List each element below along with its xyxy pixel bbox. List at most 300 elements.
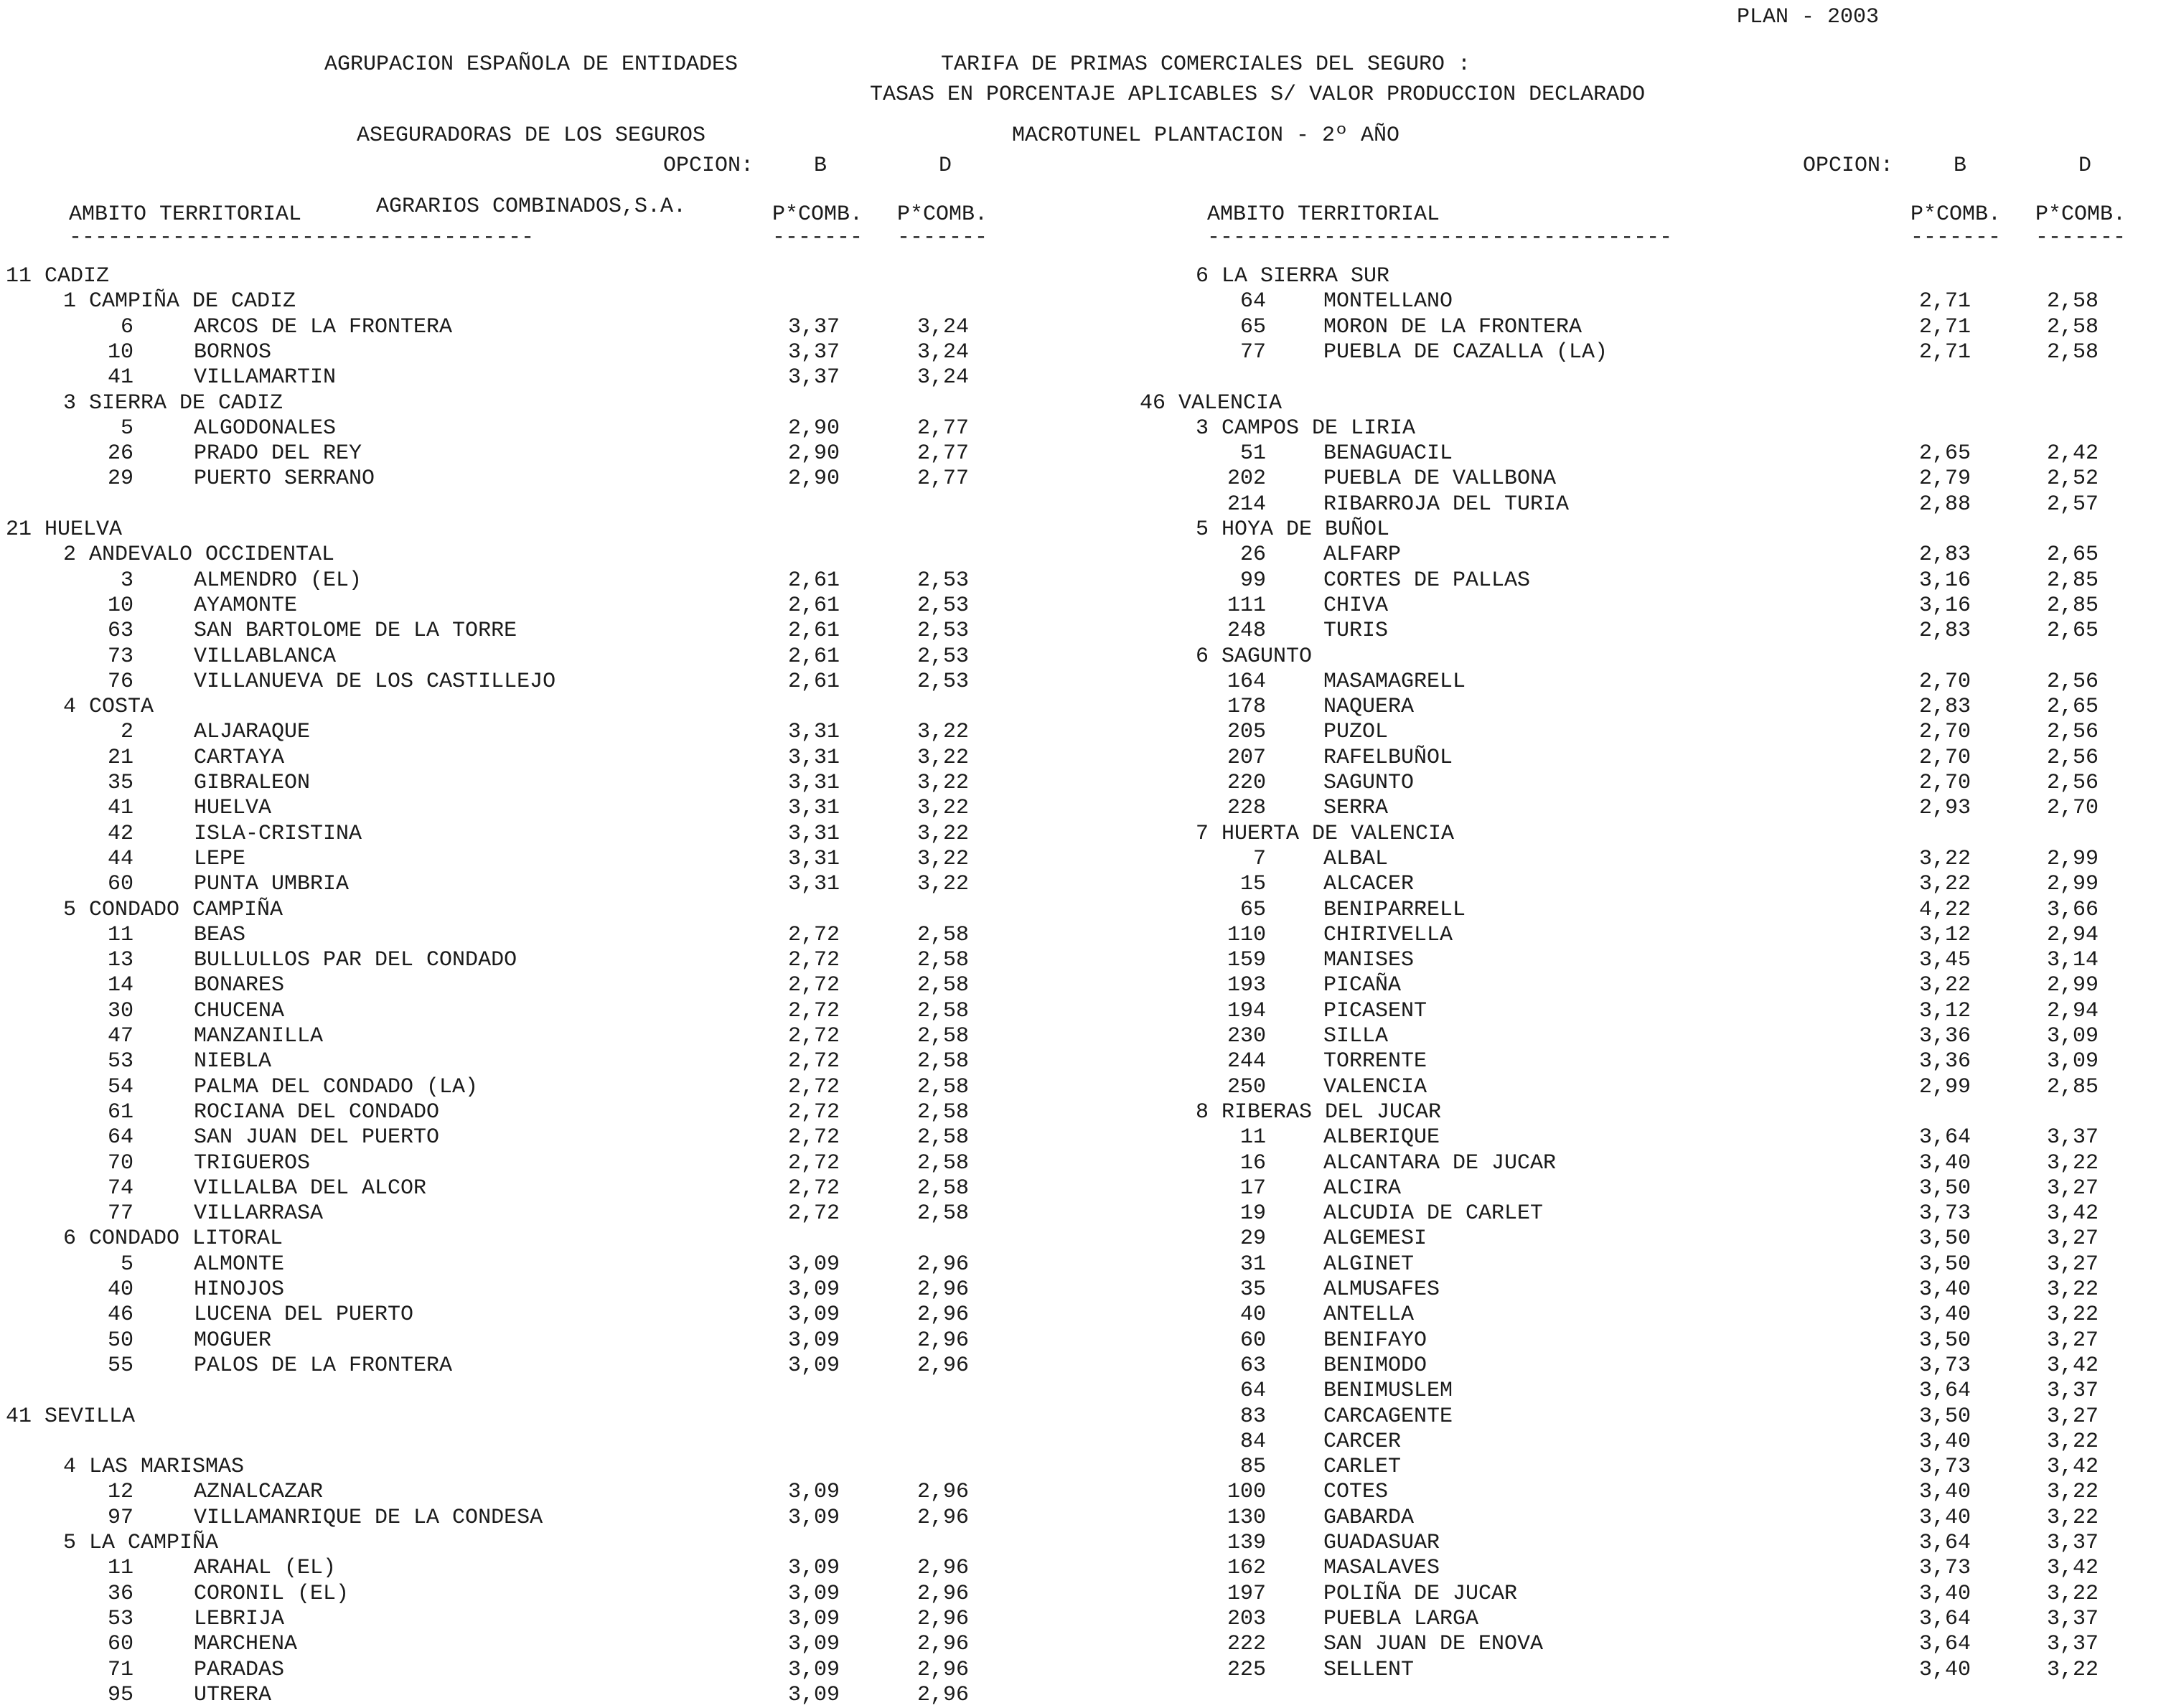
rate-option-d: 2,42: [2047, 441, 2099, 466]
rate-option-b: 2,70: [1919, 720, 1971, 745]
municipality-code: 76: [107, 669, 133, 694]
right-pcomb-d-label: P*COMB.: [2035, 202, 2127, 227]
rate-option-d: 2,57: [2047, 492, 2099, 517]
municipality-name: MASALAVES: [1323, 1556, 1440, 1581]
rate-option-d: 2,53: [917, 568, 970, 593]
municipality-name: TORRENTE: [1323, 1049, 1427, 1074]
rate-option-d: 3,09: [2047, 1024, 2099, 1048]
municipality-code: 73: [107, 644, 133, 669]
rate-option-b: 3,31: [788, 771, 840, 795]
rate-option-d: 2,96: [917, 1682, 970, 1707]
rate-option-b: 2,61: [788, 619, 840, 644]
rate-option-d: 2,56: [2047, 720, 2099, 745]
rate-option-d: 2,58: [917, 1176, 970, 1201]
municipality-name: VILLALBA DEL ALCOR: [194, 1176, 427, 1201]
rate-option-d: 3,66: [2047, 897, 2099, 922]
municipality-name: ALJARAQUE: [194, 720, 311, 745]
rate-option-b: 3,09: [788, 1581, 840, 1606]
rate-option-b: 3,73: [1919, 1201, 1971, 1226]
rate-option-b: 3,36: [1919, 1024, 1971, 1048]
rate-option-d: 2,85: [2047, 568, 2099, 593]
rate-option-b: 3,37: [788, 365, 840, 390]
rate-option-b: 2,90: [788, 416, 840, 441]
municipality-name: TURIS: [1323, 619, 1389, 644]
province-name: 46 VALENCIA: [1140, 390, 1283, 416]
rate-option-d: 2,58: [917, 948, 970, 973]
rate-option-b: 3,16: [1919, 593, 1971, 618]
municipality-code: 44: [107, 846, 133, 871]
municipality-name: CHUCENA: [194, 998, 285, 1023]
rate-option-b: 2,72: [788, 1176, 840, 1201]
municipality-code: 29: [107, 466, 133, 492]
municipality-name: HINOJOS: [194, 1277, 285, 1302]
rate-option-d: 2,52: [2047, 466, 2099, 492]
municipality-name: GUADASUAR: [1323, 1531, 1440, 1555]
municipality-name: POLIÑA DE JUCAR: [1323, 1581, 1518, 1606]
rate-option-b: 3,31: [788, 846, 840, 871]
rate-option-d: 2,65: [2047, 543, 2099, 568]
municipality-code: 10: [107, 339, 133, 365]
comarca-name: 6 SAGUNTO: [1196, 644, 1313, 669]
municipality-name: PUNTA UMBRIA: [194, 872, 350, 897]
rate-option-b: 3,09: [788, 1606, 840, 1631]
rate-option-b: 2,72: [788, 1024, 840, 1048]
rate-option-d: 3,14: [2047, 948, 2099, 973]
rate-option-d: 2,58: [917, 973, 970, 998]
municipality-code: 46: [107, 1303, 133, 1328]
municipality-code: 71: [107, 1657, 133, 1682]
rate-option-b: 3,37: [788, 339, 840, 365]
municipality-code: 228: [1227, 796, 1266, 821]
subtitle: TASAS EN PORCENTAJE APLICABLES S/ VALOR PRODUCCION DECLARADO: [870, 83, 1646, 107]
municipality-code: 11: [107, 922, 133, 947]
municipality-name: SAN JUAN DE ENOVA: [1323, 1632, 1544, 1657]
rate-option-d: 3,27: [2047, 1404, 2099, 1429]
right-pcomb-b-label: P*COMB.: [1910, 202, 2002, 227]
municipality-code: 10: [107, 593, 133, 618]
municipality-name: MASAMAGRELL: [1323, 669, 1466, 694]
rate-option-d: 3,42: [2047, 1455, 2099, 1480]
municipality-name: LEBRIJA: [194, 1606, 285, 1631]
rate-option-b: 3,09: [788, 1657, 840, 1682]
municipality-name: BENAGUACIL: [1323, 441, 1453, 466]
rate-option-b: 3,64: [1919, 1632, 1971, 1657]
left-opcion-label: OPCION:: [663, 154, 754, 178]
municipality-name: CARCAGENTE: [1323, 1404, 1453, 1429]
municipality-code: 60: [107, 872, 133, 897]
rate-option-b: 3,16: [1919, 568, 1971, 593]
org-line-3: AGRARIOS COMBINADOS,S.A.: [375, 194, 687, 219]
rate-option-d: 2,96: [917, 1353, 970, 1378]
municipality-code: 55: [107, 1353, 133, 1378]
rate-option-d: 2,99: [2047, 872, 2099, 897]
comarca-name: 6 LA SIERRA SUR: [1196, 264, 1390, 288]
org-line-1: AGRUPACION ESPAÑOLA DE ENTIDADES: [324, 52, 738, 77]
rate-option-d: 2,53: [917, 593, 970, 618]
left-pcomb-d-label: P*COMB.: [897, 202, 988, 227]
left-ambito-label: AMBITO TERRITORIAL: [69, 202, 302, 227]
municipality-name: NAQUERA: [1323, 695, 1415, 720]
municipality-code: 248: [1227, 619, 1266, 644]
rate-option-b: 3,40: [1919, 1657, 1971, 1682]
municipality-name: SILLA: [1323, 1024, 1389, 1048]
rate-option-b: 3,12: [1919, 922, 1971, 947]
rate-option-d: 2,96: [917, 1277, 970, 1302]
municipality-name: VILLAMARTIN: [194, 365, 337, 390]
rate-option-d: 2,96: [917, 1328, 970, 1353]
municipality-name: ROCIANA DEL CONDADO: [194, 1099, 440, 1125]
rate-option-d: 3,27: [2047, 1176, 2099, 1201]
municipality-code: 159: [1227, 948, 1266, 973]
municipality-code: 51: [1239, 441, 1266, 466]
municipality-code: 222: [1227, 1632, 1266, 1657]
rate-option-b: 3,45: [1919, 948, 1971, 973]
rate-option-d: 2,96: [917, 1303, 970, 1328]
municipality-code: 12: [107, 1480, 133, 1505]
rate-option-b: 3,09: [788, 1480, 840, 1505]
municipality-code: 164: [1227, 669, 1266, 694]
rate-option-b: 3,12: [1919, 998, 1971, 1023]
left-option-b: B: [814, 154, 827, 178]
rate-option-d: 2,58: [917, 1201, 970, 1226]
municipality-name: GIBRALEON: [194, 771, 311, 795]
municipality-code: 95: [107, 1682, 133, 1707]
municipality-code: 13: [107, 948, 133, 973]
municipality-name: ALMONTE: [194, 1252, 285, 1277]
comarca-name: 5 LA CAMPIÑA: [63, 1531, 219, 1555]
municipality-name: MANZANILLA: [194, 1024, 324, 1048]
rate-option-d: 2,56: [2047, 771, 2099, 795]
rate-option-d: 2,58: [2047, 339, 2099, 365]
province-name: 41 SEVILLA: [6, 1404, 136, 1429]
right-option-d: D: [2078, 154, 2092, 178]
municipality-name: ALBERIQUE: [1323, 1125, 1440, 1150]
municipality-name: ARAHAL (EL): [194, 1556, 337, 1581]
rate-option-d: 3,22: [917, 846, 970, 871]
rate-option-b: 3,36: [1919, 1049, 1971, 1074]
municipality-name: ALCACER: [1323, 872, 1415, 897]
municipality-code: 21: [107, 745, 133, 770]
rate-option-b: 3,40: [1919, 1429, 1971, 1454]
rate-option-b: 3,40: [1919, 1505, 1971, 1530]
municipality-code: 3: [120, 568, 133, 593]
municipality-code: 31: [1239, 1252, 1266, 1277]
rate-option-b: 3,09: [788, 1556, 840, 1581]
municipality-code: 36: [107, 1581, 133, 1606]
municipality-code: 225: [1227, 1657, 1266, 1682]
municipality-name: ANTELLA: [1323, 1303, 1415, 1328]
municipality-code: 6: [120, 314, 133, 339]
municipality-name: PUEBLA DE VALLBONA: [1323, 466, 1557, 492]
rate-option-d: 2,58: [917, 1150, 970, 1176]
rate-option-b: 2,79: [1919, 466, 1971, 492]
rate-option-d: 2,96: [917, 1581, 970, 1606]
rate-option-d: 2,94: [2047, 922, 2099, 947]
rate-option-b: 3,64: [1919, 1379, 1971, 1404]
municipality-code: 15: [1239, 872, 1266, 897]
rate-option-d: 2,96: [917, 1606, 970, 1631]
municipality-code: 205: [1227, 720, 1266, 745]
rate-option-d: 2,96: [917, 1632, 970, 1657]
rate-option-b: 2,71: [1919, 339, 1971, 365]
municipality-code: 84: [1239, 1429, 1266, 1454]
municipality-name: MONTELLANO: [1323, 289, 1453, 314]
rate-option-b: 3,22: [1919, 872, 1971, 897]
org-line-2: ASEGURADORAS DE LOS SEGUROS: [356, 123, 706, 148]
municipality-code: 5: [120, 1252, 133, 1277]
municipality-name: PRADO DEL REY: [194, 441, 362, 466]
comarca-name: 5 HOYA DE BUÑOL: [1196, 517, 1390, 542]
rate-option-d: 3,37: [2047, 1125, 2099, 1150]
municipality-code: 130: [1227, 1505, 1266, 1530]
municipality-code: 50: [107, 1328, 133, 1353]
plan-label: PLAN - 2003: [1737, 5, 1880, 29]
municipality-code: 35: [107, 771, 133, 795]
municipality-code: 14: [107, 973, 133, 998]
municipality-code: 42: [107, 821, 133, 846]
municipality-name: BENIMUSLEM: [1323, 1379, 1453, 1404]
municipality-code: 19: [1239, 1201, 1266, 1226]
municipality-name: ALGODONALES: [194, 416, 337, 441]
municipality-code: 41: [107, 796, 133, 821]
municipality-name: PUEBLA DE CAZALLA (LA): [1323, 339, 1608, 365]
municipality-code: 63: [1239, 1353, 1266, 1378]
municipality-code: 77: [107, 1201, 133, 1226]
municipality-name: PALMA DEL CONDADO (LA): [194, 1074, 479, 1099]
left-option-d: D: [939, 154, 952, 178]
rate-option-d: 3,24: [917, 365, 970, 390]
municipality-code: 60: [107, 1632, 133, 1657]
rate-option-d: 3,27: [2047, 1328, 2099, 1353]
rate-option-d: 2,53: [917, 669, 970, 694]
rate-option-d: 2,85: [2047, 593, 2099, 618]
municipality-name: PARADAS: [194, 1657, 285, 1682]
municipality-code: 207: [1227, 745, 1266, 770]
rate-option-b: 2,70: [1919, 771, 1971, 795]
municipality-code: 85: [1239, 1455, 1266, 1480]
municipality-name: VALENCIA: [1323, 1074, 1427, 1099]
rate-option-d: 3,22: [917, 720, 970, 745]
municipality-name: PUEBLA LARGA: [1323, 1606, 1479, 1631]
rate-option-d: 2,58: [917, 1099, 970, 1125]
rate-option-b: 3,73: [1919, 1556, 1971, 1581]
rate-option-b: 3,09: [788, 1277, 840, 1302]
rate-option-d: 2,58: [2047, 314, 2099, 339]
rate-option-b: 2,90: [788, 466, 840, 492]
municipality-code: 41: [107, 365, 133, 390]
municipality-code: 111: [1227, 593, 1266, 618]
rate-option-b: 3,09: [788, 1252, 840, 1277]
left-pcomb-b-rule: -------: [772, 225, 863, 250]
municipality-code: 26: [107, 441, 133, 466]
rate-option-b: 2,72: [788, 1074, 840, 1099]
municipality-name: MOGUER: [194, 1328, 272, 1353]
rate-option-b: 3,40: [1919, 1150, 1971, 1176]
municipality-name: BENIMODO: [1323, 1353, 1427, 1378]
municipality-code: 178: [1227, 695, 1266, 720]
municipality-name: MORON DE LA FRONTERA: [1323, 314, 1582, 339]
rate-option-d: 3,22: [917, 821, 970, 846]
rate-option-b: 2,72: [788, 1125, 840, 1150]
municipality-name: HUELVA: [194, 796, 272, 821]
comarca-name: 4 LAS MARISMAS: [63, 1455, 245, 1480]
rate-option-d: 3,37: [2047, 1379, 2099, 1404]
rate-option-b: 2,72: [788, 948, 840, 973]
rate-option-d: 2,58: [917, 1125, 970, 1150]
municipality-name: GABARDA: [1323, 1505, 1415, 1530]
municipality-code: 17: [1239, 1176, 1266, 1201]
municipality-code: 54: [107, 1074, 133, 1099]
municipality-code: 139: [1227, 1531, 1266, 1555]
rate-option-b: 2,71: [1919, 289, 1971, 314]
municipality-name: BENIPARRELL: [1323, 897, 1466, 922]
comarca-name: 4 COSTA: [63, 695, 154, 720]
rate-option-d: 2,58: [917, 1024, 970, 1048]
municipality-name: PUERTO SERRANO: [194, 466, 375, 492]
comarca-name: 3 CAMPOS DE LIRIA: [1196, 416, 1416, 441]
municipality-code: 53: [107, 1049, 133, 1074]
rate-option-d: 2,99: [2047, 846, 2099, 871]
rate-option-b: 2,72: [788, 998, 840, 1023]
municipality-name: SELLENT: [1323, 1657, 1415, 1682]
municipality-name: ALMUSAFES: [1323, 1277, 1440, 1302]
rate-option-d: 2,99: [2047, 973, 2099, 998]
rate-option-d: 2,70: [2047, 796, 2099, 821]
municipality-code: 203: [1227, 1606, 1266, 1631]
municipality-code: 30: [107, 998, 133, 1023]
municipality-code: 99: [1239, 568, 1266, 593]
municipality-code: 202: [1227, 466, 1266, 492]
rate-option-b: 3,50: [1919, 1328, 1971, 1353]
rate-option-b: 3,37: [788, 314, 840, 339]
rate-option-d: 2,94: [2047, 998, 2099, 1023]
rate-option-b: 2,71: [1919, 314, 1971, 339]
comarca-name: 3 SIERRA DE CADIZ: [63, 390, 283, 416]
rate-option-d: 3,22: [2047, 1505, 2099, 1530]
rate-option-d: 2,65: [2047, 619, 2099, 644]
municipality-code: 250: [1227, 1074, 1266, 1099]
municipality-code: 64: [107, 1125, 133, 1150]
rate-option-d: 3,42: [2047, 1556, 2099, 1581]
rate-option-d: 3,22: [2047, 1277, 2099, 1302]
municipality-code: 61: [107, 1099, 133, 1125]
comarca-name: 1 CAMPIÑA DE CADIZ: [63, 289, 296, 314]
municipality-name: MARCHENA: [194, 1632, 298, 1657]
rate-option-b: 2,83: [1919, 619, 1971, 644]
rate-option-d: 3,22: [917, 872, 970, 897]
municipality-code: 11: [1239, 1125, 1266, 1150]
municipality-name: VILLAMANRIQUE DE LA CONDESA: [194, 1505, 543, 1530]
municipality-name: SAN JUAN DEL PUERTO: [194, 1125, 440, 1150]
comarca-name: 8 RIBERAS DEL JUCAR: [1196, 1099, 1442, 1125]
municipality-name: RIBARROJA DEL TURIA: [1323, 492, 1570, 517]
municipality-name: CARCER: [1323, 1429, 1402, 1454]
rate-option-b: 2,72: [788, 922, 840, 947]
municipality-code: 47: [107, 1024, 133, 1048]
right-pcomb-b-rule: -------: [1910, 225, 2002, 250]
municipality-name: COTES: [1323, 1480, 1389, 1505]
rate-option-b: 3,50: [1919, 1176, 1971, 1201]
municipality-name: AYAMONTE: [194, 593, 298, 618]
rate-option-b: 2,72: [788, 1049, 840, 1074]
municipality-name: ALGEMESI: [1323, 1226, 1427, 1252]
rate-option-d: 3,22: [2047, 1480, 2099, 1505]
municipality-name: PICAÑA: [1323, 973, 1402, 998]
municipality-code: 35: [1239, 1277, 1266, 1302]
municipality-code: 65: [1239, 314, 1266, 339]
rate-option-d: 2,77: [917, 441, 970, 466]
rate-option-d: 3,22: [917, 771, 970, 795]
comarca-name: 5 CONDADO CAMPIÑA: [63, 897, 283, 922]
rate-option-d: 3,42: [2047, 1353, 2099, 1378]
municipality-name: ISLA-CRISTINA: [194, 821, 362, 846]
municipality-code: 7: [1252, 846, 1266, 871]
rate-option-d: 2,53: [917, 619, 970, 644]
rate-option-b: 3,73: [1919, 1455, 1971, 1480]
municipality-code: 77: [1239, 339, 1266, 365]
rate-option-d: 3,22: [2047, 1581, 2099, 1606]
rate-option-d: 2,96: [917, 1252, 970, 1277]
municipality-name: CARLET: [1323, 1455, 1402, 1480]
municipality-code: 64: [1239, 289, 1266, 314]
rate-option-b: 3,31: [788, 745, 840, 770]
rate-option-b: 2,88: [1919, 492, 1971, 517]
rate-option-b: 3,50: [1919, 1226, 1971, 1252]
municipality-name: ALCUDIA DE CARLET: [1323, 1201, 1544, 1226]
municipality-code: 2: [120, 720, 133, 745]
municipality-code: 193: [1227, 973, 1266, 998]
rate-option-b: 2,93: [1919, 796, 1971, 821]
rate-option-b: 3,09: [788, 1303, 840, 1328]
rate-option-d: 2,85: [2047, 1074, 2099, 1099]
tariff-line-2: MACROTUNEL PLANTACION - 2º AÑO: [1011, 123, 1400, 148]
rate-option-b: 3,64: [1919, 1531, 1971, 1555]
municipality-name: SAN BARTOLOME DE LA TORRE: [194, 619, 517, 644]
rate-option-d: 3,22: [2047, 1429, 2099, 1454]
rate-option-d: 2,56: [2047, 745, 2099, 770]
rate-option-b: 3,40: [1919, 1303, 1971, 1328]
right-opcion-label: OPCION:: [1803, 154, 1894, 178]
rate-option-b: 3,09: [788, 1682, 840, 1707]
municipality-code: 220: [1227, 771, 1266, 795]
municipality-code: 70: [107, 1150, 133, 1176]
rate-option-b: 3,31: [788, 821, 840, 846]
rate-option-b: 3,09: [788, 1353, 840, 1378]
rate-option-b: 2,70: [1919, 669, 1971, 694]
municipality-code: 110: [1227, 922, 1266, 947]
rate-option-d: 3,42: [2047, 1201, 2099, 1226]
rate-option-b: 2,72: [788, 1201, 840, 1226]
rate-option-d: 2,58: [917, 1049, 970, 1074]
province-name: 11 CADIZ: [6, 264, 110, 288]
municipality-code: 194: [1227, 998, 1266, 1023]
municipality-name: UTRERA: [194, 1682, 272, 1707]
municipality-name: AZNALCAZAR: [194, 1480, 324, 1505]
rate-option-d: 2,58: [917, 998, 970, 1023]
rate-option-d: 2,56: [2047, 669, 2099, 694]
municipality-code: 97: [107, 1505, 133, 1530]
municipality-code: 214: [1227, 492, 1266, 517]
rate-option-b: 2,61: [788, 593, 840, 618]
municipality-code: 26: [1239, 543, 1266, 568]
municipality-name: PALOS DE LA FRONTERA: [194, 1353, 453, 1378]
municipality-code: 29: [1239, 1226, 1266, 1252]
rate-option-d: 3,24: [917, 314, 970, 339]
rate-option-b: 2,61: [788, 669, 840, 694]
rate-option-d: 3,22: [2047, 1303, 2099, 1328]
municipality-code: 197: [1227, 1581, 1266, 1606]
municipality-code: 100: [1227, 1480, 1266, 1505]
